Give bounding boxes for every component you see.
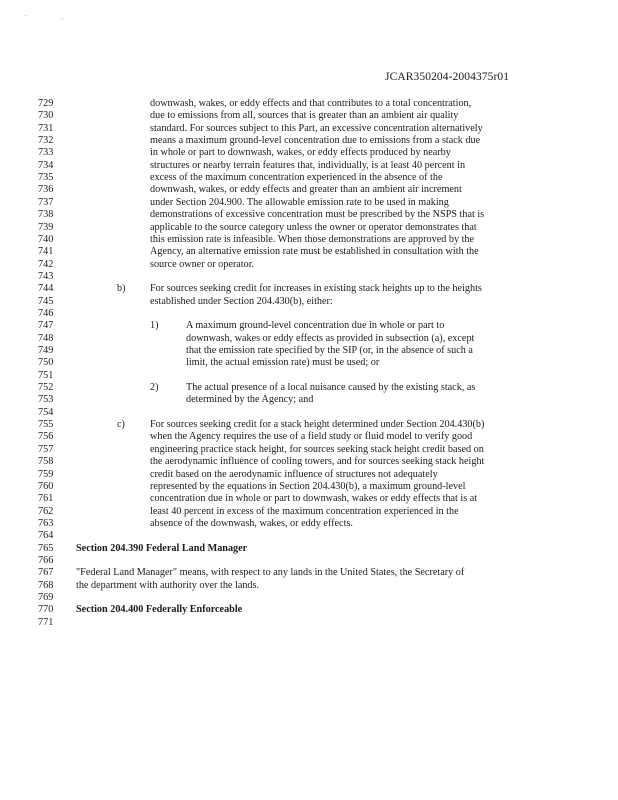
- body-text-line: The actual presence of a local nuisance caused by the existing stack, as: [186, 382, 476, 394]
- body-text-line: credit based on the aerodynamic influence of structures not adequately: [150, 468, 438, 480]
- line-number: 753: [38, 394, 54, 406]
- line-number: 762: [38, 505, 54, 517]
- scan-mark: ": [24, 14, 27, 22]
- body-text-line: the aerodynamic influence of cooling towers, and for sources seeking stack height: [150, 456, 485, 468]
- line-number: 735: [38, 172, 54, 184]
- body-text-line: For sources seeking credit for a stack height determined under Section 204.430(b): [150, 419, 485, 431]
- line-number: 767: [38, 567, 54, 579]
- line-number: 759: [38, 468, 54, 480]
- line-number: 740: [38, 233, 54, 245]
- line-number: 741: [38, 246, 54, 258]
- line-number: 742: [38, 258, 54, 270]
- body-text-line: applicable to the source category unless the owner or operator demonstrates that: [150, 221, 477, 233]
- line-number: 769: [38, 592, 54, 603]
- line-number: 748: [38, 332, 54, 344]
- line-number: 755: [38, 419, 54, 431]
- line-number: 763: [38, 517, 54, 529]
- body-text-line: demonstrations of excessive concentration must be prescribed by the NSPS that is: [150, 209, 485, 221]
- line-number: 737: [38, 196, 54, 208]
- body-text-line: concentration due in whole or part to downwash, wakes or eddy effects that is at: [150, 493, 478, 505]
- body-text-line: structures or nearby terrain features that, individually, is at least 40 percent in: [150, 159, 466, 171]
- line-number: 743: [38, 270, 54, 282]
- line-number: 765: [38, 542, 54, 554]
- line-number: 751: [38, 369, 54, 381]
- line-number: 733: [38, 147, 54, 159]
- body-text-line: when the Agency requires the use of a field study or fluid model to verify good: [150, 431, 473, 443]
- body-text-line: under Section 204.900. The allowable emission rate to be used in making: [150, 196, 449, 208]
- section-heading: Section 204.390 Federal Land Manager: [76, 542, 248, 554]
- line-number: 732: [38, 135, 54, 147]
- line-number: 747: [38, 320, 54, 332]
- line-number: 739: [38, 221, 54, 233]
- line-number: 754: [38, 406, 54, 418]
- body-text-line: that the emission rate specified by the SIP (or, in the absence of such a: [186, 345, 473, 356]
- line-number: 745: [38, 295, 54, 307]
- subsection-label: 2): [150, 382, 159, 394]
- body-text-line: For sources seeking credit for increases in existing stack heights up to the heights: [150, 283, 482, 295]
- line-number: 734: [38, 159, 54, 171]
- body-text-line: absence of the downwash, wakes, or eddy effects.: [150, 517, 353, 529]
- body-text-line: Agency, an alternative emission rate must be established in consultation with the: [150, 246, 479, 258]
- body-text-line: standard. For sources subject to this Part, an excessive concentration alternatively: [150, 122, 483, 134]
- line-number: 752: [38, 382, 54, 394]
- body-text-line: this emission rate is infeasible. When those demonstrations are approved by the: [150, 233, 475, 245]
- scan-mark: ": [61, 17, 64, 25]
- line-number: 771: [38, 616, 54, 628]
- line-number: 730: [38, 110, 54, 122]
- line-number: 770: [38, 604, 54, 616]
- line-number: 758: [38, 456, 54, 468]
- body-text-line: downwash, wakes, or eddy effects and that contributes to a total concentration,: [150, 98, 472, 109]
- body-text-line: in whole or part to downwash, wakes, or eddy effects produced by nearby: [150, 147, 451, 159]
- line-number: 761: [38, 493, 54, 505]
- body-text-line: established under Section 204.430(b), either:: [150, 295, 333, 307]
- body-text-line: due to emissions from all, sources that is greater than an ambient air quality: [150, 110, 459, 122]
- body-text-line: downwash, wakes, or eddy effects and greater than an ambient air increment: [150, 184, 462, 196]
- line-number: 736: [38, 184, 54, 196]
- line-number: 738: [38, 209, 54, 221]
- body-text-line: source owner or operator.: [150, 258, 255, 270]
- line-number: 757: [38, 443, 54, 455]
- line-number: 750: [38, 357, 54, 369]
- subsection-label: c): [117, 419, 125, 431]
- body-text-line: downwash, wakes or eddy effects as provided in subsection (a), except: [186, 332, 475, 344]
- line-number: 768: [38, 579, 54, 591]
- line-number: 746: [38, 307, 54, 319]
- body-text-line: excess of the maximum concentration experienced in the absence of the: [150, 172, 443, 184]
- body-text-line: "Federal Land Manager" means, with respect to any lands in the United States, the Secretary of: [76, 567, 465, 579]
- line-number: 760: [38, 480, 54, 492]
- document-id-header: JCAR350204-2004375r01: [385, 71, 510, 83]
- body-text-line: means a maximum ground-level concentration due to emissions from a stack due: [150, 135, 481, 147]
- line-number: 756: [38, 431, 54, 443]
- body-text-line: represented by the equations in Section 204.430(b), a maximum ground-level: [150, 480, 466, 492]
- body-text-line: limit, the actual emission rate) must be used; or: [186, 357, 380, 369]
- line-number: 749: [38, 345, 54, 356]
- line-number: 764: [38, 530, 54, 542]
- line-number: 766: [38, 555, 54, 566]
- body-text-line: A maximum ground-level concentration due in whole or part to: [186, 320, 445, 332]
- line-number: 744: [38, 283, 54, 295]
- line-number: 731: [38, 122, 54, 134]
- section-heading: Section 204.400 Federally Enforceable: [76, 604, 243, 616]
- subsection-label: 1): [150, 320, 159, 332]
- body-text-line: the department with authority over the lands.: [76, 579, 260, 591]
- line-number: 729: [38, 98, 54, 109]
- subsection-label: b): [117, 283, 126, 295]
- body-text-line: determined by the Agency; and: [186, 394, 314, 406]
- body-text-line: least 40 percent in excess of the maximum concentration experienced in the: [150, 505, 459, 517]
- body-text-line: engineering practice stack height, for sources seeking stack height credit based on: [150, 443, 484, 455]
